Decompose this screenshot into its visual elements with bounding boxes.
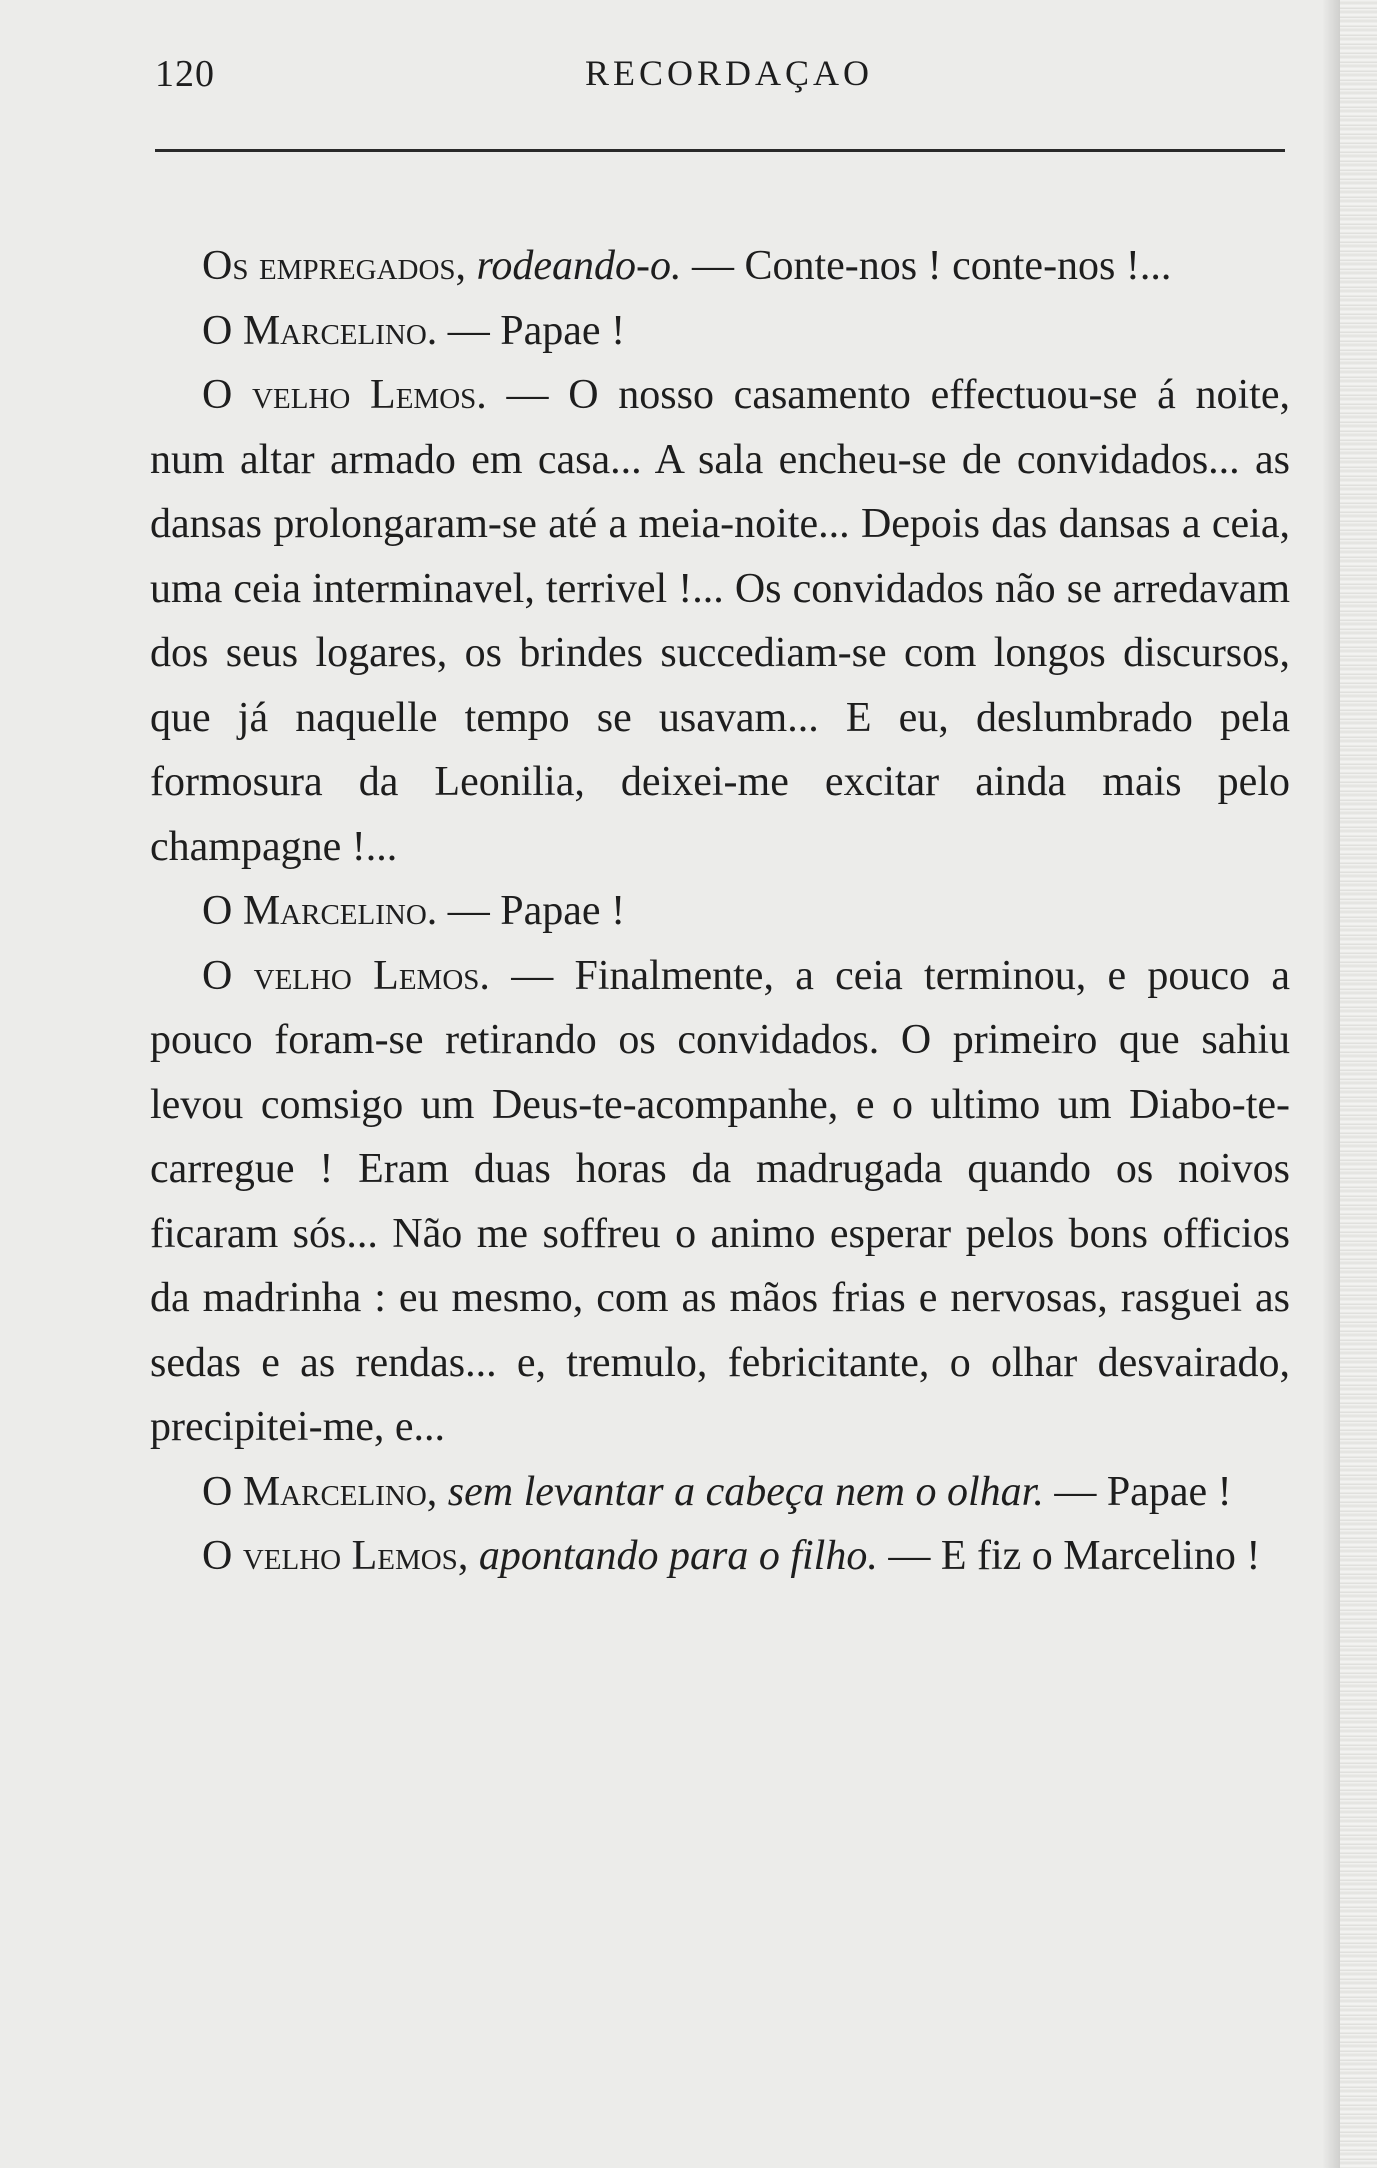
- speech-text: — Finalmente, a ceia terminou, e pouco a pouco foram-se retirando os convidados. O primeiro que sahiu levou comsigo um Deus-te-acompanhe, e o ultimo um Diabo-te-carregue ! Eram duas horas da madrugada quando os noivos ficaram sós... Não me soffreu o animo esperar pelos bons officios da madrinha : eu mesmo, com as mãos frias e nervosas, rasguei as sedas e as rendas... e, tremulo, febricitante, o olhar desvairado, precipitei-me, e...: [150, 952, 1290, 1450]
- speech-text: — O nosso casamento effectuou-se á noite, num altar armado em casa... A sala encheu-se de convidados... as dansas prolongaram-se até a meia-noite... Depois das dansas a ceia, uma ceia interminavel, terrivel !... Os convidados não se arredavam dos seus logares, os brindes succediam-se com longos discursos, que já naquelle tempo se usavam... E eu, deslumbrado pela formosura da Leonilia, deixei-me excitar ainda mais pelo champagne !...: [150, 372, 1290, 870]
- dialogue-paragraph: [150, 879, 1290, 944]
- header-rule: [155, 149, 1285, 152]
- running-title: RECORDAÇAO: [585, 53, 874, 93]
- speaker-name: O velho Lemos,: [202, 1533, 469, 1579]
- speech-text: — Papae !: [437, 888, 626, 934]
- page-edge: [1340, 0, 1377, 2168]
- speaker-name: O Marcelino.: [202, 888, 438, 934]
- page-edge-shadow: [1322, 0, 1340, 2168]
- dialogue-paragraph: [150, 944, 1290, 1460]
- speech-text: — E fiz o Marcelino !: [877, 1533, 1261, 1579]
- dialogue-paragraph: [150, 1524, 1290, 1589]
- dialogue-text: [150, 234, 1290, 1589]
- stage-direction: apontando para o filho.: [468, 1533, 878, 1579]
- speaker-name: Os empregados,: [202, 243, 467, 289]
- speaker-name: O velho Lemos.: [202, 372, 487, 418]
- speech-text: — Conte-nos ! conte-nos !...: [681, 243, 1172, 289]
- page-number: 120: [155, 53, 215, 95]
- speaker-name: O Marcelino.: [202, 307, 438, 354]
- dialogue-paragraph: [150, 234, 1290, 299]
- speaker-name: O Marcelino,: [202, 1468, 438, 1515]
- dialogue-paragraph: [150, 299, 1290, 364]
- page-header: [155, 52, 1285, 102]
- dialogue-paragraph: [150, 1460, 1290, 1525]
- speech-text: — Papae !: [1043, 1468, 1232, 1515]
- stage-direction: rodeando-o.: [466, 243, 682, 289]
- speech-text: — Papae !: [437, 307, 626, 354]
- dialogue-paragraph: [150, 363, 1290, 879]
- speaker-name: O velho Lemos.: [202, 952, 490, 999]
- stage-direction: sem levantar a cabeça nem o olhar.: [437, 1468, 1044, 1515]
